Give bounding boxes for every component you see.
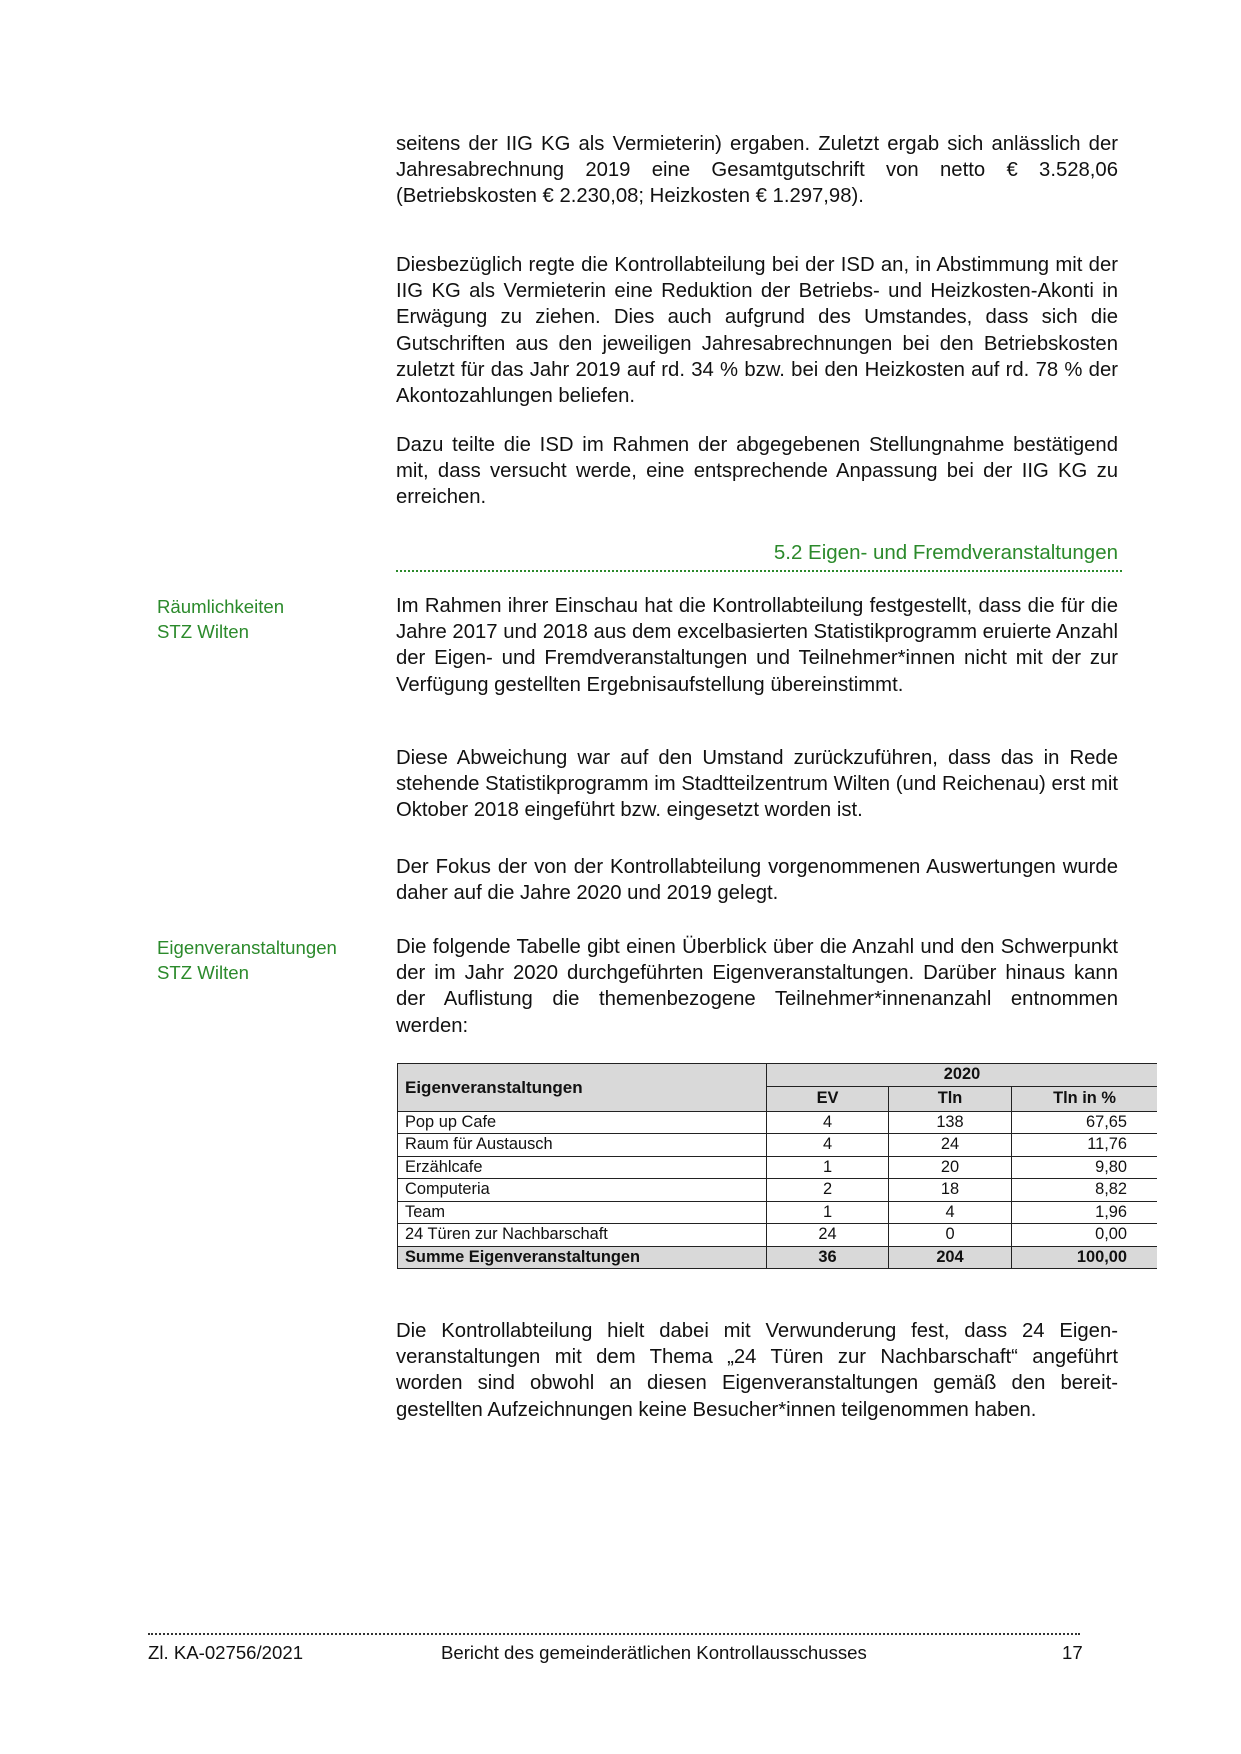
cell-tln: 24 xyxy=(889,1134,1012,1157)
cell-ev: 24 xyxy=(767,1224,889,1247)
margin-label-line: Eigenveranstaltungen xyxy=(157,937,337,958)
table-row xyxy=(398,1179,1158,1202)
margin-label-line: STZ Wilten xyxy=(157,620,249,642)
table-row xyxy=(398,1201,1158,1224)
cell-name: 24 Türen zur Nachbarschaft xyxy=(398,1224,767,1247)
cell-name: Erzählcafe xyxy=(398,1156,767,1179)
paragraph-abweichung: Diese Abweichung war auf den Umstand zurückzuführen, dass das in Rede stehende Statistikprogramm im Stadtteilzentrum Wilten (und Reichenau) erst mit Oktober 2018 eingeführt bzw. eingesetzt worden ist. xyxy=(396,747,1118,822)
cell-tln: 4 xyxy=(889,1201,1012,1224)
section-heading-divider xyxy=(396,570,1122,572)
column-header-eigenveranstaltungen: Eigenveranstaltungen xyxy=(398,1064,767,1112)
cell-total-name: Summe Eigenveranstaltungen xyxy=(398,1246,767,1269)
cell-name: Team xyxy=(398,1201,767,1224)
cell-total-ev: 36 xyxy=(767,1246,889,1269)
cell-name: Computeria xyxy=(398,1179,767,1202)
cell-pct: 9,80 xyxy=(1012,1156,1158,1179)
paragraph-stellungnahme: Dazu teilte die ISD im Rahmen der abgegebenen Stellungnahme bestätigend mit, dass versucht werde, eine entsprechende Anpassung bei der IIG KG zu erreichen. xyxy=(396,434,1118,509)
cell-pct: 1,96 xyxy=(1012,1201,1158,1224)
cell-ev: 2 xyxy=(767,1179,889,1202)
footer-page-number: 17 xyxy=(1062,1642,1083,1663)
column-header-tln: Tln xyxy=(889,1086,1012,1111)
margin-label-eigenveranstaltungen xyxy=(157,936,357,985)
paragraph-gutschrift: seitens der IIG KG als Vermieterin) ergaben. Zuletzt ergab sich anlässlich der Jahresabrechnung 2019 eine Gesamtgutschrift von netto € 3.528,06 (Betriebskosten € 2.230,08; Heizkosten € 1.297,98). xyxy=(396,133,1118,208)
column-header-tln-pct: Tln in % xyxy=(1012,1086,1158,1111)
cell-name: Raum für Austausch xyxy=(398,1134,767,1157)
eigenveranstaltungen-table xyxy=(397,1063,1157,1269)
cell-ev: 1 xyxy=(767,1201,889,1224)
footer-reference: Zl. KA-02756/2021 xyxy=(148,1642,304,1663)
cell-pct: 8,82 xyxy=(1012,1179,1158,1202)
cell-ev: 4 xyxy=(767,1134,889,1157)
table-row xyxy=(398,1224,1158,1247)
margin-label-raeumlichkeiten xyxy=(157,595,357,644)
cell-ev: 1 xyxy=(767,1156,889,1179)
cell-name: Pop up Cafe xyxy=(398,1111,767,1134)
cell-total-pct: 100,00 xyxy=(1012,1246,1158,1269)
footer-title: Bericht des gemeinderätlichen Kontrollausschusses xyxy=(441,1642,867,1663)
column-header-ev: EV xyxy=(767,1086,889,1111)
section-heading: 5.2 Eigen- und Fremdveranstaltungen xyxy=(773,541,1118,564)
cell-pct: 67,65 xyxy=(1012,1111,1158,1134)
cell-tln: 0 xyxy=(889,1224,1012,1247)
cell-pct: 0,00 xyxy=(1012,1224,1158,1247)
column-header-year: 2020 xyxy=(767,1064,1158,1087)
table-row xyxy=(398,1156,1158,1179)
cell-pct: 11,76 xyxy=(1012,1134,1158,1157)
cell-tln: 18 xyxy=(889,1179,1012,1202)
paragraph-tabelle-intro: Die folgende Tabelle gibt einen Überblick über die Anzahl und den Schwerpunkt der im Jahr 2020 durchgeführten Eigenveranstaltungen. Darüber hinaus kann der Auflistung die themenbezogene Teilnehmer*innenanzahl entnommen werden: xyxy=(396,936,1118,1037)
margin-label-line: STZ Wilten xyxy=(157,961,249,983)
cell-ev: 4 xyxy=(767,1111,889,1134)
cell-tln: 20 xyxy=(889,1156,1012,1179)
paragraph-akonti-reduktion: Diesbezüglich regte die Kontrollabteilung bei der ISD an, in Abstimmung mit der IIG KG als Vermieterin eine Reduktion der Betriebs- und Heizkosten-Akonti in Erwägung zu ziehen. Dies auch aufgrund des Umstandes, dass sich die Gutschriften aus den jeweiligen Jahresabrechnungen bei den Betriebskosten zuletzt für das Jahr 2019 auf rd. 34 % bzw. bei den Heizkosten auf rd. 78 % der Akontozahlungen beliefen. xyxy=(396,254,1118,408)
table-row xyxy=(398,1134,1158,1157)
footer-divider xyxy=(148,1633,1080,1635)
table-total-row xyxy=(398,1246,1158,1269)
cell-tln: 138 xyxy=(889,1111,1012,1134)
table-row xyxy=(398,1111,1158,1134)
paragraph-verwunderung: Die Kontrollabteilung hielt dabei mit Verwunderung fest, dass 24 Eigenveranstaltungen mit dem Thema „24 Türen zur Nachbarschaft“ angeführt worden sind obwohl an diesen Eigenveranstaltungen gemäß den bereitgestellten Aufzeichnungen keine Besucher*innen teilgenommen haben. xyxy=(396,1320,1118,1421)
margin-label-line: Räumlichkeiten xyxy=(157,596,285,617)
paragraph-fokus: Der Fokus der von der Kontrollabteilung vorgenommenen Auswertungen wurde daher auf die Jahre 2020 und 2019 gelegt. xyxy=(396,856,1118,905)
paragraph-einschau: Im Rahmen ihrer Einschau hat die Kontrollabteilung festgestellt, dass die für die Jahre 2017 und 2018 aus dem excelbasierten Statistikprogramm eruierte Anzahl der Eigen- und Fremdveranstaltungen und Teilnehmer*innen nicht mit der zur Verfügung gestellten Ergebnisaufstellung übereinstimmt. xyxy=(396,595,1118,696)
cell-total-tln: 204 xyxy=(889,1246,1012,1269)
